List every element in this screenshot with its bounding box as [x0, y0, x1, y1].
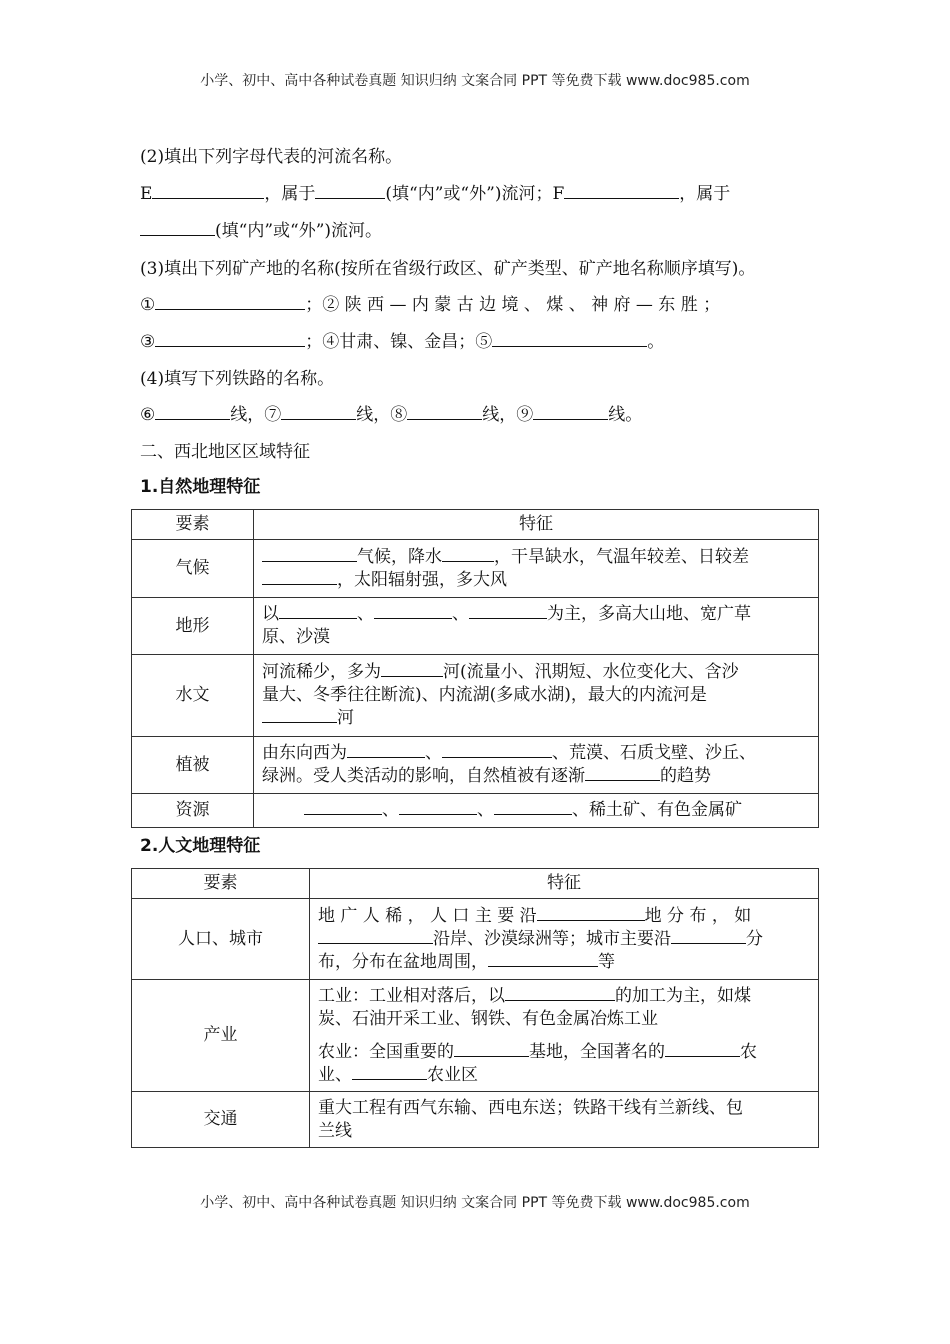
natural-col-feature: 特征	[254, 510, 819, 540]
table-row	[132, 737, 819, 794]
table-row	[132, 980, 819, 1092]
row-key-transport: 交通	[132, 1092, 310, 1148]
section-2-title: 二、西北地区区域特征	[140, 442, 310, 462]
blank-rainfall[interactable]	[442, 546, 494, 562]
human-title: 2.人文地理特征	[140, 836, 261, 856]
blank-mine-5[interactable]	[492, 331, 647, 347]
blank-veg-2[interactable]	[442, 742, 552, 758]
row-key-terrain: 地形	[132, 598, 254, 655]
blank-rail-9[interactable]	[533, 404, 608, 420]
blank-e[interactable]	[152, 183, 264, 199]
blank-veg-1[interactable]	[347, 742, 425, 758]
blank-largest-river[interactable]	[262, 707, 337, 723]
natural-header-row	[132, 510, 819, 540]
row-feature-hydro: 河流稀少，多为 河(流量小、汛期短、水位变化大、含沙 量大、冬季往往断流)、内流湖(多咸水湖)，最大的内流河是 河	[254, 655, 819, 737]
human-col-feature: 特征	[310, 869, 819, 899]
blank-veg-trend[interactable]	[585, 765, 660, 781]
natural-col-element: 要素	[132, 510, 254, 540]
page-header: 小学、初中、高中各种试卷真题 知识归纳 文案合同 PPT 等免费下载 www.doc985.com	[200, 73, 750, 89]
blank-f-type[interactable]	[140, 220, 215, 236]
natural-table	[131, 509, 819, 828]
human-header-row	[132, 869, 819, 899]
blank-daily-range[interactable]	[262, 569, 337, 585]
blank-res-3[interactable]	[494, 799, 572, 815]
blank-terrain-2[interactable]	[374, 603, 452, 619]
row-key-vegetation: 植被	[132, 737, 254, 794]
q2-line1: E ，属于 (填“内”或“外”)流河；F ，属于	[140, 184, 731, 204]
blank-f[interactable]	[564, 183, 679, 199]
q2-line2: (填“内”或“外”)流河。	[140, 220, 820, 242]
blank-terrain-3[interactable]	[469, 603, 547, 619]
row-feature-population: 地 广 人 稀 ， 人 口 主 要 沿 地 分 布 ， 如 沿岸、沙漠绿洲等；城市主要沿 分 布，分布在盆地周围， 等	[310, 899, 819, 980]
blank-res-1[interactable]	[304, 799, 382, 815]
row-key-climate: 气候	[132, 540, 254, 598]
q4-line1: ⑥ 线，⑦ 线，⑧ 线，⑨ 线。	[140, 405, 643, 425]
table-row	[132, 540, 819, 598]
q3-title: (3)填出下列矿产地的名称(按所在省级行政区、矿产类型、矿产地名称顺序填写)。	[140, 259, 756, 279]
row-key-resources: 资源	[132, 794, 254, 828]
table-row	[132, 899, 819, 980]
blank-res-2[interactable]	[399, 799, 477, 815]
blank-rail-8[interactable]	[407, 404, 482, 420]
row-key-population: 人口、城市	[132, 899, 310, 980]
human-table	[131, 868, 819, 1148]
row-key-industry: 产业	[132, 980, 310, 1092]
q3-line1: ① ；② 陕 西 — 内 蒙 古 边 境 、 煤 、 神 府 — 东 胜 ；	[140, 295, 721, 315]
natural-title: 1.自然地理特征	[140, 477, 261, 497]
row-feature-climate: 气候，降水 ，干旱缺水，气温年较差、日较差 ，太阳辐射强，多大风	[254, 540, 819, 598]
table-row	[132, 794, 819, 828]
blank-mine-3[interactable]	[155, 331, 305, 347]
table-row	[132, 1092, 819, 1148]
blank-rail-6[interactable]	[155, 404, 230, 420]
row-feature-terrain: 以 、 、 为主，多高大山地、宽广草 原、沙漠	[254, 598, 819, 655]
blank-city-1[interactable]	[671, 928, 746, 944]
q3-line2: ③ ；④甘肃、镍、金昌；⑤ 。	[140, 332, 665, 352]
blank-pop-1[interactable]	[537, 905, 645, 921]
blank-pop-2[interactable]	[318, 928, 433, 944]
row-feature-resources: 、 、 、稀土矿、有色金属矿	[254, 794, 819, 828]
page-footer: 小学、初中、高中各种试卷真题 知识归纳 文案合同 PPT 等免费下载 www.doc985.com	[200, 1195, 750, 1211]
blank-industry-1[interactable]	[505, 985, 615, 1001]
blank-climate-type[interactable]	[262, 546, 357, 562]
blank-city-2[interactable]	[488, 951, 598, 967]
blank-terrain-1[interactable]	[279, 603, 357, 619]
row-feature-vegetation: 由东向西为 、 、荒漠、石质戈壁、沙丘、 绿洲。受人类活动的影响，自然植被有逐渐 的趋势	[254, 737, 819, 794]
q2-title: (2)填出下列字母代表的河流名称。	[140, 147, 403, 167]
row-feature-industry: 工业：工业相对落后，以 的加工为主，如煤 炭、石油开采工业、钢铁、有色金属冶炼工业 农业：全国重要的 基地，全国著名的 农 业、 农业区	[310, 980, 819, 1092]
blank-e-type[interactable]	[315, 183, 385, 199]
table-row	[132, 598, 819, 655]
table-row	[132, 655, 819, 737]
blank-agri-1[interactable]	[454, 1041, 529, 1057]
blank-rail-7[interactable]	[281, 404, 356, 420]
q4-title: (4)填写下列铁路的名称。	[140, 369, 335, 389]
row-key-hydro: 水文	[132, 655, 254, 737]
blank-mine-1[interactable]	[155, 294, 305, 310]
blank-agri-2[interactable]	[665, 1041, 740, 1057]
blank-river-type[interactable]	[381, 661, 443, 677]
row-feature-transport: 重大工程有西气东输、西电东送；铁路干线有兰新线、包 兰线	[310, 1092, 819, 1148]
blank-agri-3[interactable]	[352, 1064, 427, 1080]
human-col-element: 要素	[132, 869, 310, 899]
